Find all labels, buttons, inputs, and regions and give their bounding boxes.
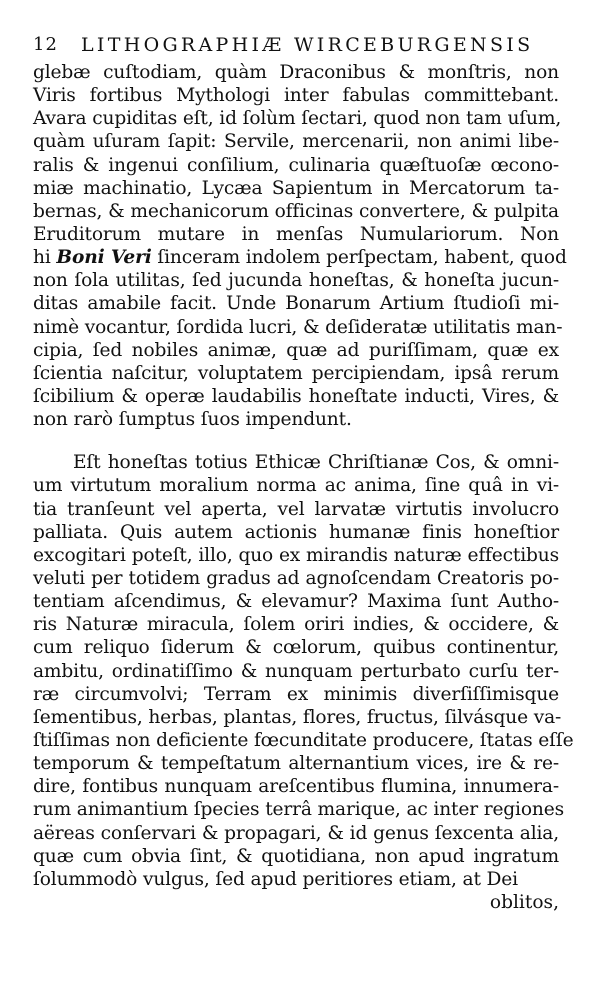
- text-line: quæ cum obvia ſint, & quotidiana, non apud ingratum: [33, 845, 559, 867]
- text-line: [33, 246, 567, 269]
- text-line: ſcibilium & operæ laudabilis honeſtate inducti, Vires, &: [33, 385, 559, 407]
- paragraph-gap: [33, 431, 559, 451]
- text-line: palliata. Quis autem actionis humanæ finis honeſtior: [33, 521, 559, 543]
- text-line: cum reliquo ſiderum & cœlorum, quibus continentur,: [33, 637, 559, 659]
- text-line: glebæ cuſtodiam, quàm Draconibus & monſtris, non: [33, 62, 559, 83]
- catchword-line: [33, 891, 559, 915]
- text-line: quàm uſuram ſapit: Servile, mercenarii, non animi libe-: [33, 131, 559, 153]
- text-line: non rarò ſumptus ſuos impendunt.: [33, 409, 352, 431]
- text-line: aëreas conſervari & propagari, & id genus ſexcenta alia,: [33, 822, 559, 844]
- text-line: dire, fontibus nunquam areſcentibus flumina, innumera-: [33, 776, 559, 798]
- italic-phrase: Boni Veri: [56, 247, 152, 269]
- text-segment: hi: [33, 247, 57, 269]
- text-line: ſementibus, herbas, plantas, flores, fructus, ſilvásque va-: [33, 706, 562, 728]
- text-line: nimè vocantur, ſordida lucri, & deſideratæ utilitatis man-: [33, 316, 563, 338]
- text-line: rum animantium ſpecies terrâ marique, ac inter regiones: [33, 799, 564, 821]
- text-line: tentiam aſcendimus, & elevamur? Maxima ſunt Autho-: [33, 591, 559, 613]
- text-line: Viris fortibus Mythologi inter fabulas committebant.: [33, 85, 559, 107]
- text-line: Eſt honeſtas totius Ethicæ Chriſtianæ Cos, & omni-: [73, 452, 559, 474]
- text-line: ris Naturæ miracula, ſolem oriri indies, & occidere, &: [33, 614, 559, 636]
- text-line: ditas amabile facit. Unde Bonarum Artium ſtudioſi mi-: [33, 293, 559, 315]
- catchword: oblitos,: [489, 891, 559, 913]
- text-line: ſcientia naſcitur, voluptatem percipiendam, ipsâ rerum: [33, 362, 559, 384]
- text-line: Eruditorum mutare in menſas Numulariorum. Non: [33, 223, 559, 245]
- text-line: ſolummodò vulgus, ſed apud peritiores etiam, at Dei: [33, 868, 518, 890]
- text-line: ralis & ingenui conſilium, culinaria quæſtuoſæ œcono-: [33, 154, 559, 176]
- text-line: cipia, ſed nobiles animæ, quæ ad puriſſimam, quæ ex: [33, 339, 559, 361]
- text-line: temporum & tempeſtatum alternantium vices, ire & re-: [33, 753, 559, 775]
- running-title: LITHOGRAPHIÆ WIRCEBURGENSIS: [81, 34, 534, 56]
- text-line: ambitu, ordinatiſſimo & nunquam perturbato curſu ter-: [33, 660, 559, 682]
- text-line: veluti per totidem gradus ad agnoſcendam Creatoris po-: [33, 567, 559, 589]
- text-line: non ſola utilitas, ſed jucunda honeſtas, & honeſta jucun-: [33, 270, 559, 292]
- body-text: [33, 61, 574, 915]
- text-line: Avara cupiditas eſt, id ſolùm ſectari, quod non tam uſum,: [33, 108, 562, 130]
- text-line: ræ circumvolvi; Terram ex minimis diverſiſſimisque: [33, 683, 559, 705]
- text-line: excogitari poteſt, illo, quo ex mirandis naturæ effectibus: [33, 544, 559, 566]
- paragraph-2: [33, 451, 574, 891]
- text-line: tia tranſeunt vel aperta, vel larvatæ virtutis involucro: [33, 498, 559, 520]
- page-header: [33, 34, 559, 58]
- text-line: um virtutum moralium norma ac anima, ſine quâ in vi-: [33, 475, 559, 497]
- paragraph-1: [33, 61, 567, 431]
- text-line: miæ machinatio, Lycæa Sapientum in Mercatorum ta-: [33, 177, 559, 199]
- text-line: bernas, & mechanicorum officinas convertere, & pulpita: [33, 200, 559, 222]
- page-number: 12: [33, 34, 58, 55]
- text-segment: ſinceram indolem perſpectam, habent, quod: [151, 247, 567, 269]
- text-line: ſtiſſimas non deficiente fœcunditate producere, ſtatas eſſe: [33, 729, 574, 751]
